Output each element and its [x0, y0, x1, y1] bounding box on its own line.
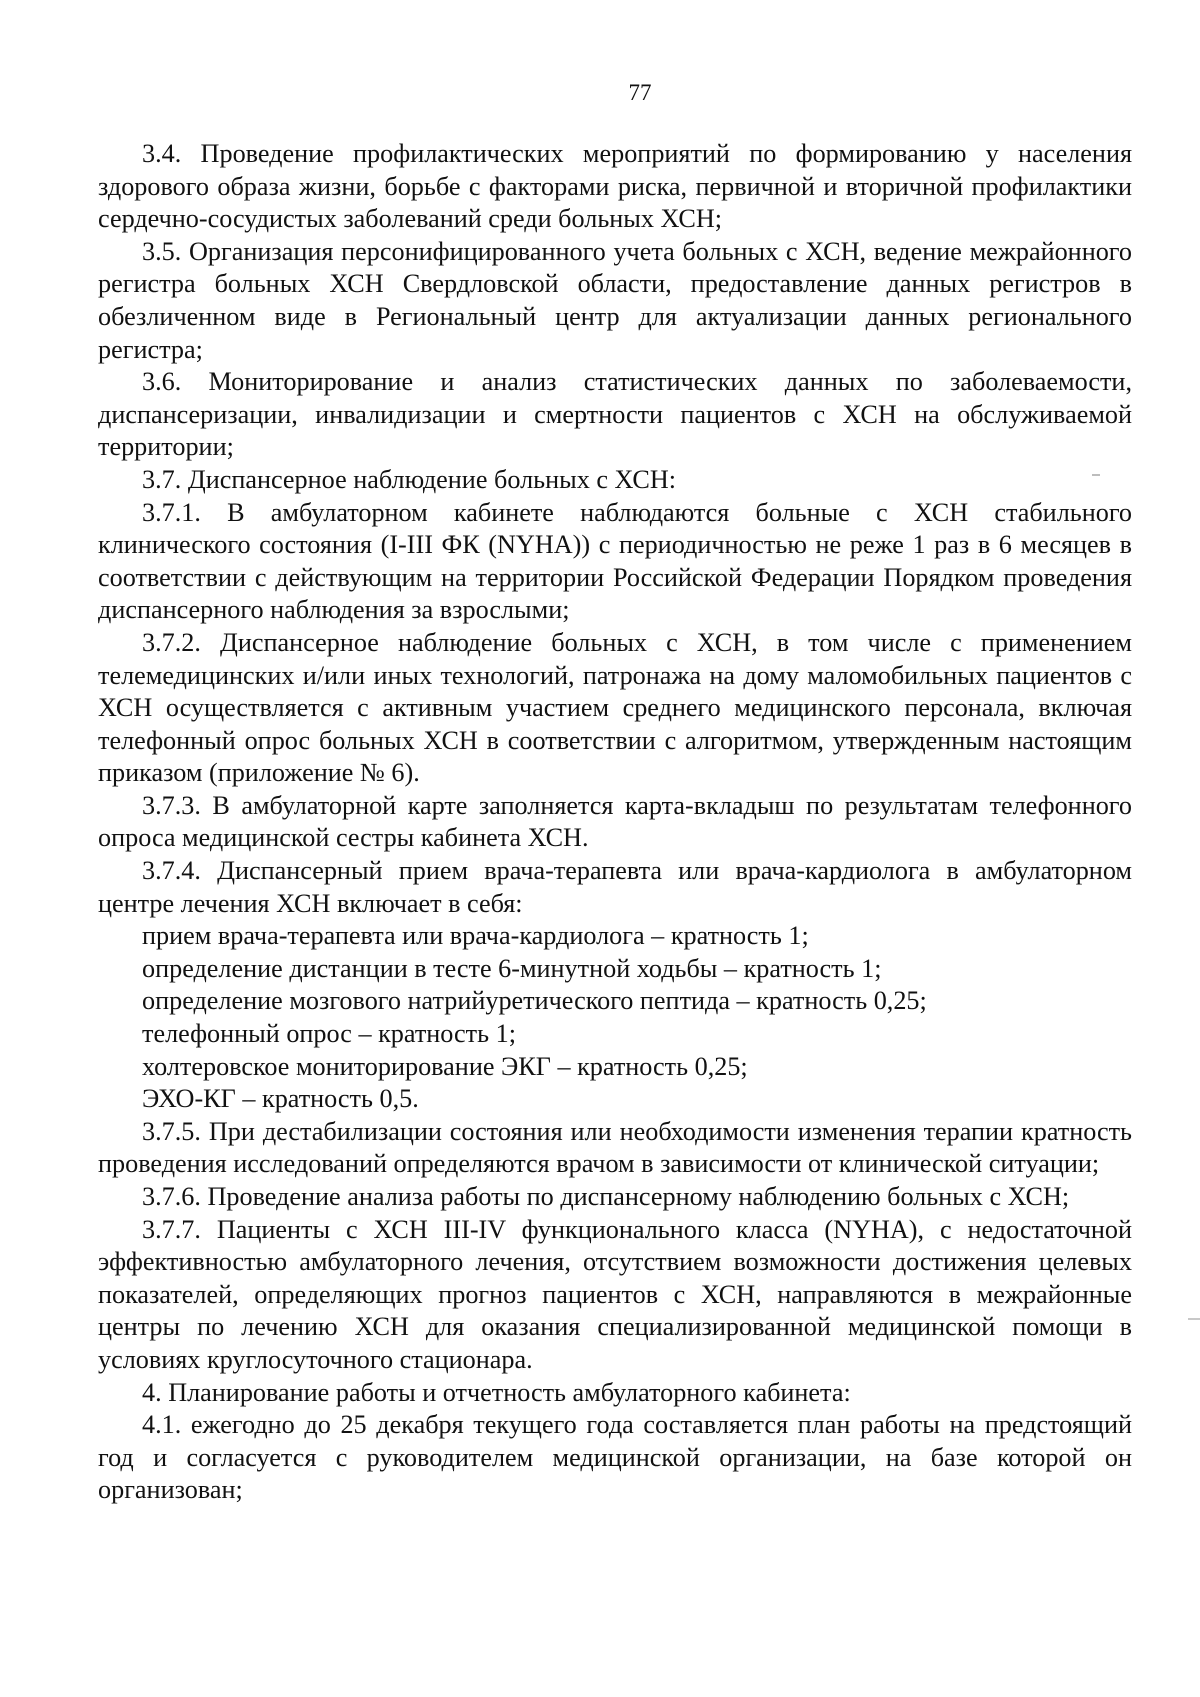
list-item: прием врача-терапевта или врача-кардиолога – кратность 1; [142, 921, 809, 951]
paragraph-3-7-6: 3.7.6. Проведение анализа работы по диспансерному наблюдению больных с ХСН; [142, 1182, 1070, 1211]
list-item: определение мозгового натрийуретического пептида – кратность 0,25; [142, 986, 927, 1016]
paragraph-3-6: 3.6. Мониторирование и анализ статистических данных по заболеваемости, диспансеризации, инвалидизации и смертности пациентов с ХСН на обслуживаемой территории; [98, 367, 1132, 462]
list-item: определение дистанции в тесте 6-минутной ходьбы – кратность 1; [142, 953, 882, 983]
paragraph-4: 4. Планирование работы и отчетность амбулаторного кабинета: [142, 1377, 851, 1407]
paragraph-3-7: 3.7. Диспансерное наблюдение больных с ХСН: [142, 464, 677, 494]
paragraph-3-7-2: 3.7.2. Диспансерное наблюдение больных с ХСН, в том числе с применением телемедицинских и/или иных технологий, патронажа на дому маломобильных пациентов с ХСН осуществляется с активным участием среднего медицинского персонала, включая телефонный опрос больных ХСН в соответствии с алгоритмом, утвержденным настоящим приказом (приложение № 6). [98, 627, 1132, 788]
list-item: телефонный опрос – кратность 1; [142, 1019, 516, 1049]
paragraph-3-7-4: 3.7.4. Диспансерный прием врача-терапевта или врача-кардиолога в амбулаторном центре лечения ХСН включает в себя: [98, 856, 1132, 918]
scan-edge-mark [1188, 1318, 1200, 1320]
scan-mark [1092, 474, 1100, 476]
paragraph-4-1: 4.1. ежегодно до 25 декабря текущего года составляется план работы на предстоящий год и согласуется с руководителем медицинской организации, на базе которой он организован; [98, 1410, 1132, 1505]
document-body [98, 138, 1132, 1507]
list-item: холтеровское мониторирование ЭКГ – кратность 0,25; [142, 1051, 748, 1081]
paragraph-3-7-5: 3.7.5. При дестабилизации состояния или необходимости изменения терапии кратность проведения исследований определяются врачом в зависимости от клинической ситуации; [98, 1116, 1132, 1179]
paragraph-3-5: 3.5. Организация персонифицированного учета больных с ХСН, ведение межрайонного регистра больных ХСН Свердловской области, предоставление данных регистров в обезличенном виде в Региональный центр для актуализации данных регионального регистра; [98, 236, 1132, 364]
paragraph-3-4: 3.4. Проведение профилактических мероприятий по формированию у населения здорового образа жизни, борьбе с факторами риска, первичной и вторичной профилактики сердечно-сосудистых заболеваний среди больных ХСН; [98, 139, 1132, 234]
list-item: ЭХО-КГ – кратность 0,5. [142, 1084, 419, 1114]
paragraph-3-7-1: 3.7.1. В амбулаторном кабинете наблюдаются больные с ХСН стабильного клинического состояния (I-III ФК (NYHA)) с периодичностью не реже 1 раз в 6 месяцев в соответствии с действующим на территории Российской Федерации Порядком проведения диспансерного наблюдения за взрослыми; [98, 497, 1132, 625]
page-number: 77 [628, 80, 652, 105]
paragraph-3-7-7: 3.7.7. Пациенты с ХСН III-IV функционального класса (NYHA), с недостаточной эффективностью амбулаторного лечения, отсутствием возможности достижения целевых показателей, определяющих прогноз пациентов с ХСН, направляются в межрайонные центры по лечению ХСН для оказания специализированной медицинской помощи в условиях круглосуточного стационара. [98, 1214, 1132, 1374]
paragraph-3-7-3: 3.7.3. В амбулаторной карте заполняется карта-вкладыш по результатам телефонного опроса медицинской сестры кабинета ХСН. [98, 790, 1132, 853]
